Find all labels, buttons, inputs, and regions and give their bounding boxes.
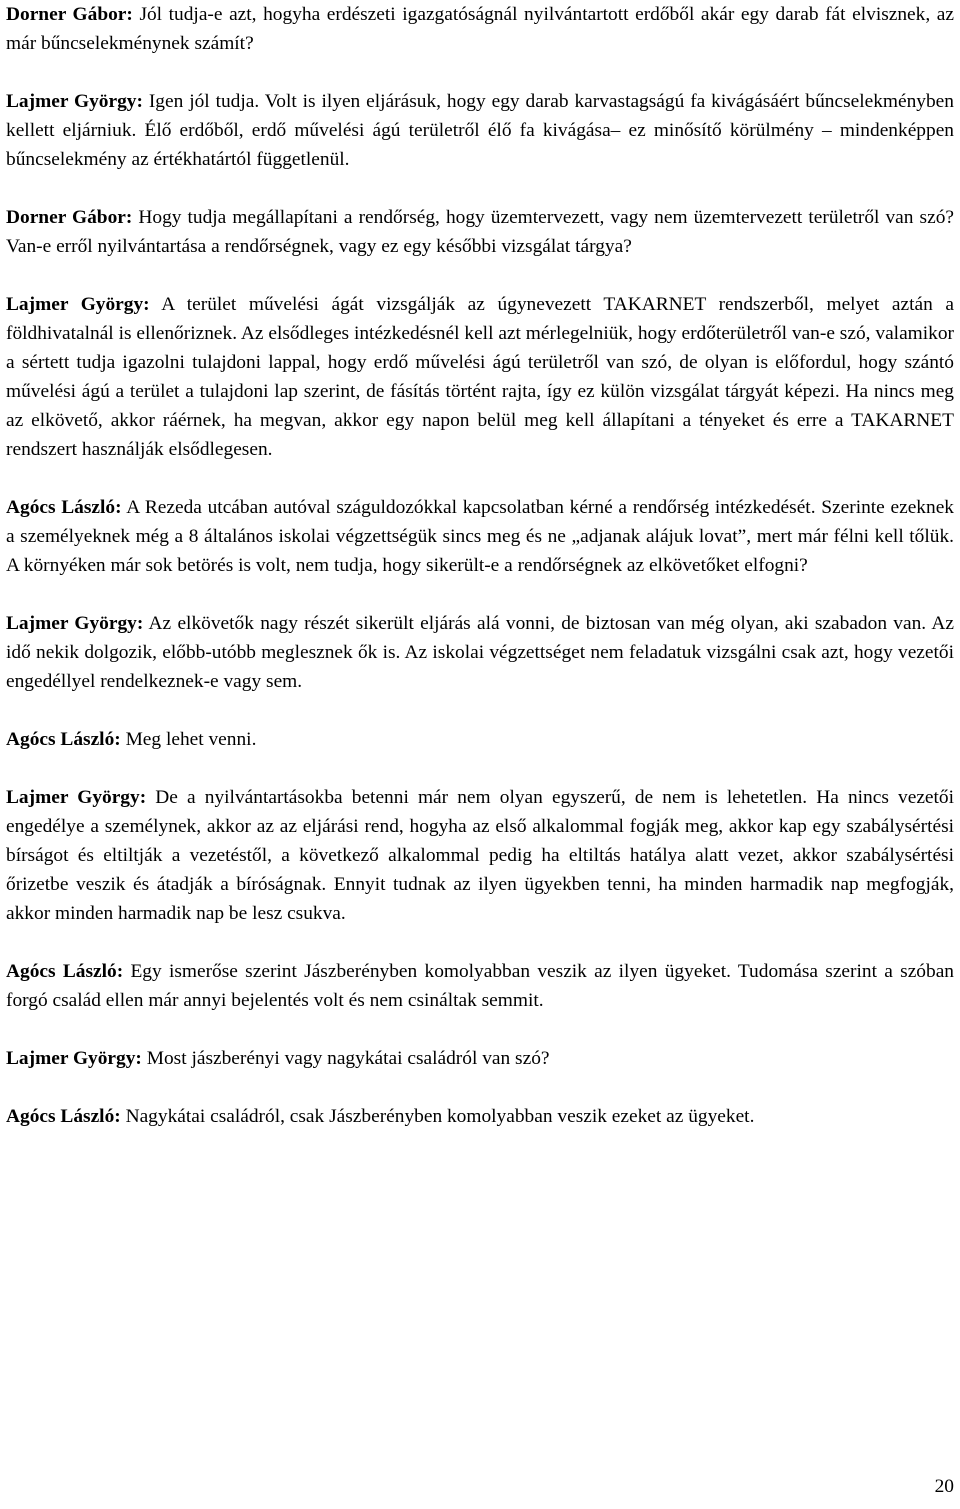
paragraph-text: Az elkövetők nagy részét sikerült eljárás alá vonni, de biztosan van még olyan, aki szabadon van. Az idő nekik dolgozik, előbb-utóbb meglesznek ők is. Az iskolai végzettséget nem feladatuk vizsgálni csak azt, hogy vezetői engedéllyel rendelkeznek-e vagy sem. [6,613,954,692]
speaker-name: Agócs László: [6,729,121,750]
paragraph [6,1102,954,1131]
paragraph-text: Jól tudja-e azt, hogyha erdészeti igazgatóságnál nyilvántartott erdőből akár egy darab fát elvisznek, az már bűncselekménynek számít? [6,4,954,54]
speaker-name: Dorner Gábor: [6,207,133,228]
speaker-name: Lajmer György: [6,294,150,315]
paragraph-text: A Rezeda utcában autóval száguldozókkal kapcsolatban kérné a rendőrség intézkedését. Szerinte ezeknek a személyeknek még a 8 általános iskolai végzettségük sincs meg és ne „adjanak alájuk lovat”, mert már félni kell tőlük. A környéken már sok betörés is volt, nem tudja, hogy sikerült-e a rendőrségnek az elkövetőket elfogni? [6,497,954,576]
paragraph-text: Hogy tudja megállapítani a rendőrség, hogy üzemtervezett, vagy nem üzemtervezett területről van szó? Van-e erről nyilvántartása a rendőrségnek, vagy ez egy későbbi vizsgálat tárgya? [6,207,954,257]
page-number: 20 [934,1476,954,1497]
paragraph [6,609,954,696]
paragraph [6,493,954,580]
speaker-name: Lajmer György: [6,91,143,112]
speaker-name: Lajmer György: [6,613,144,634]
paragraph [6,957,954,1015]
speaker-name: Agócs László: [6,1106,121,1127]
speaker-name: Dorner Gábor: [6,4,133,25]
paragraph-text: Meg lehet venni. [120,729,257,750]
speaker-name: Lajmer György: [6,787,147,808]
paragraph-text: Igen jól tudja. Volt is ilyen eljárásuk, hogy egy darab karvastagságú fa kivágásáért bűncselekményben kellett eljárniuk. Élő erdőből, erdő művelési ágú területről élő fa kivágása– ez minősítő körülmény – mindenképpen bűncselekmény az értékhatártól függetlenül. [6,91,954,170]
paragraph [6,203,954,261]
paragraph [6,725,954,754]
paragraph-text: De a nyilvántartásokba betenni már nem olyan egyszerű, de nem is lehetetlen. Ha nincs vezetői engedélye a személynek, akkor az az eljárási rend, hogyha az első alkalommal fogják meg, akkor kap egy szabálysértési bírságot és eltiltják a vezetéstől, a következő alkalommal pedig ha eltiltás hatálya alatt vezet, akkor szabálysértési őrizetbe veszik és átadják a bíróságnak. Ennyit tudnak az ilyen ügyekben tenni, ha minden harmadik nap megfogják, akkor minden harmadik nap be lesz csukva. [6,787,954,924]
paragraph [6,0,954,58]
speaker-name: Agócs László: [6,497,122,518]
paragraph-text: Most jászberényi vagy nagykátai családról van szó? [141,1048,550,1069]
paragraph [6,1044,954,1073]
paragraph-text: Egy ismerőse szerint Jászberényben komolyabban veszik az ilyen ügyeket. Tudomása szerint a szóban forgó család ellen már annyi bejelentés volt és nem csináltak semmit. [6,961,954,1011]
paragraph-text: Nagykátai családról, csak Jászberényben komolyabban veszik ezeket az ügyeket. [120,1106,755,1127]
paragraph [6,290,954,464]
paragraph [6,87,954,174]
speaker-name: Agócs László: [6,961,124,982]
speaker-name: Lajmer György: [6,1048,142,1069]
document-body [6,0,954,1160]
paragraph [6,783,954,928]
paragraph-text: A terület művelési ágát vizsgálják az úgynevezett TAKARNET rendszerből, melyet aztán a földhivatalnál is ellenőriznek. Az elsődleges intézkedésnél kell azt mérlegelniük, hogy erdőterületről van-e szó, valamikor a sértett tudja igazolni tulajdoni lappal, hogy erdő művelési ágú területről van szó, de olyan is előfordul, hogy szántó művelési ágú a terület a tulajdoni lap szerint, de fásítás történt rajta, így ez külön vizsgálat tárgyát képezi. Ha nincs meg az elkövető, akkor ráérnek, ha megvan, akkor egy napon belül meg kell állapítani a tényeket és erre a TAKARNET rendszert használják elsődlegesen. [6,294,954,460]
